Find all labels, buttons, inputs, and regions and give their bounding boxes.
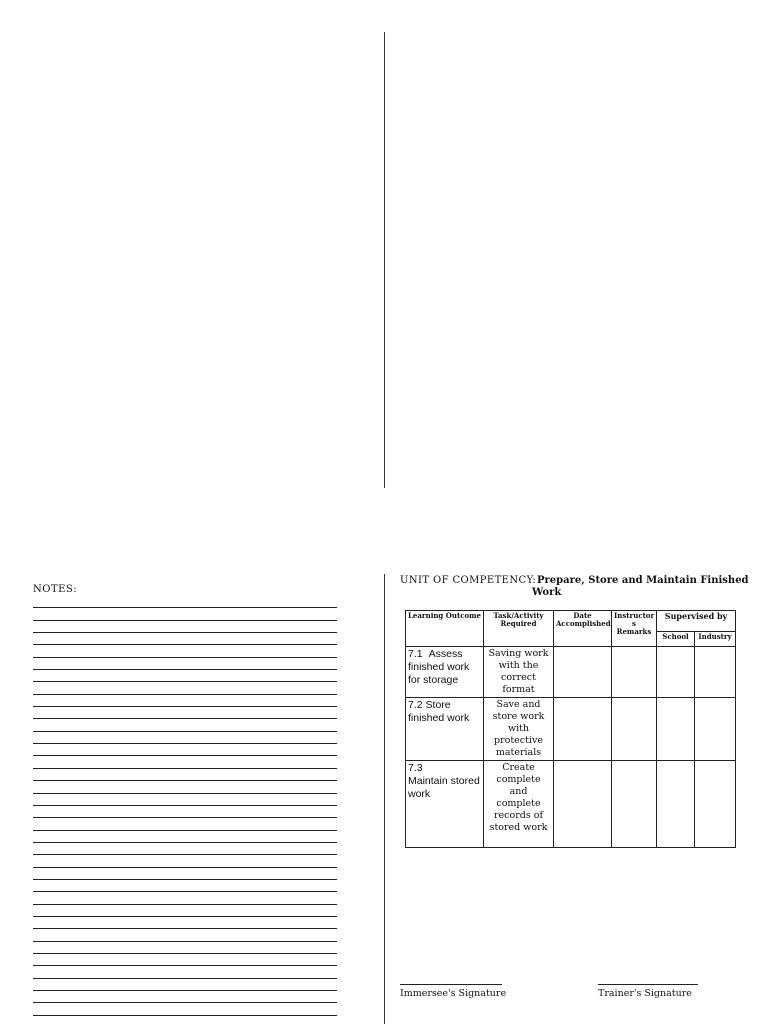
outcome-number: 7.3: [408, 762, 423, 774]
outcome-number: 7.2: [408, 699, 423, 711]
note-line: [33, 732, 337, 744]
header-task-activity: Task/Activity Required: [484, 611, 554, 647]
note-line: [33, 608, 337, 620]
instructor-remarks-cell: [612, 761, 657, 848]
note-line: [33, 991, 337, 1003]
header-learning-outcome: Learning Outcome: [406, 611, 484, 647]
note-line: [33, 658, 337, 670]
instructor-remarks-cell: [612, 647, 657, 698]
note-line: [33, 719, 337, 731]
header-supervised-by: Supervised by: [657, 611, 736, 632]
trainer-signature-label: Trainer's Signature: [598, 988, 692, 999]
date-accomplished-cell: [554, 698, 612, 761]
notes-heading: NOTES:: [33, 584, 78, 595]
note-line: [33, 855, 337, 867]
unit-title-line2: Work: [532, 587, 562, 598]
immersee-signature: [400, 984, 507, 999]
industry-cell: [695, 698, 736, 761]
learning-outcome-cell: [406, 698, 484, 761]
note-line: [33, 633, 337, 645]
header-industry: Industry: [695, 632, 736, 647]
note-line: [33, 831, 337, 843]
note-line: [33, 917, 337, 929]
note-line: [33, 1003, 337, 1015]
note-line: [33, 843, 337, 855]
header-school: School: [657, 632, 695, 647]
note-line: [33, 769, 337, 781]
trainer-signature: [598, 984, 698, 999]
outcome-text: Assess finished work for storage: [408, 648, 470, 686]
note-line: [33, 596, 337, 608]
note-line: [33, 670, 337, 682]
table-row: [406, 698, 736, 761]
date-accomplished-cell: [554, 647, 612, 698]
note-line: [33, 645, 337, 657]
unit-of-competency: [400, 575, 749, 598]
note-line: [33, 942, 337, 954]
learning-outcome-cell: [406, 761, 484, 848]
note-line: [33, 621, 337, 633]
school-cell: [657, 647, 695, 698]
note-line: [33, 707, 337, 719]
industry-cell: [695, 761, 736, 848]
note-line: [33, 979, 337, 991]
note-line: [33, 781, 337, 793]
note-line: [33, 794, 337, 806]
note-line: [33, 966, 337, 978]
note-line: [33, 744, 337, 756]
note-line: [33, 806, 337, 818]
outcome-text: Maintain stored work: [408, 775, 480, 800]
note-line: [33, 954, 337, 966]
header-instructor-remarks: Instructor s Remarks: [612, 611, 657, 647]
notes-ruled-lines: [33, 596, 337, 1016]
center-fold-line-bottom: [384, 574, 385, 1024]
note-line: [33, 682, 337, 694]
competency-record-table: [405, 610, 736, 848]
note-line: [33, 868, 337, 880]
unit-label: UNIT OF COMPETENCY:: [400, 575, 537, 586]
immersee-signature-label: Immersee's Signature: [400, 988, 507, 999]
center-fold-line-top: [384, 32, 385, 488]
task-cell: Saving work with the correct format: [484, 647, 554, 698]
table-row: [406, 647, 736, 698]
note-line: [33, 892, 337, 904]
learning-outcome-cell: [406, 647, 484, 698]
date-accomplished-cell: [554, 761, 612, 848]
school-cell: [657, 698, 695, 761]
school-cell: [657, 761, 695, 848]
note-line: [33, 880, 337, 892]
outcome-text: Store finished work: [408, 699, 470, 724]
unit-title-line1: Prepare, Store and Maintain Finished: [537, 575, 749, 586]
note-line: [33, 929, 337, 941]
table-row: [406, 761, 736, 848]
note-line: [33, 695, 337, 707]
note-line: [33, 756, 337, 768]
header-date-accomplished: Date Accomplished: [554, 611, 612, 647]
instructor-remarks-cell: [612, 698, 657, 761]
industry-cell: [695, 647, 736, 698]
outcome-number: 7.1: [408, 648, 423, 660]
note-line: [33, 818, 337, 830]
note-line: [33, 905, 337, 917]
task-cell: Create complete and complete records of stored work: [484, 761, 554, 848]
task-cell: Save and store work with protective materials: [484, 698, 554, 761]
